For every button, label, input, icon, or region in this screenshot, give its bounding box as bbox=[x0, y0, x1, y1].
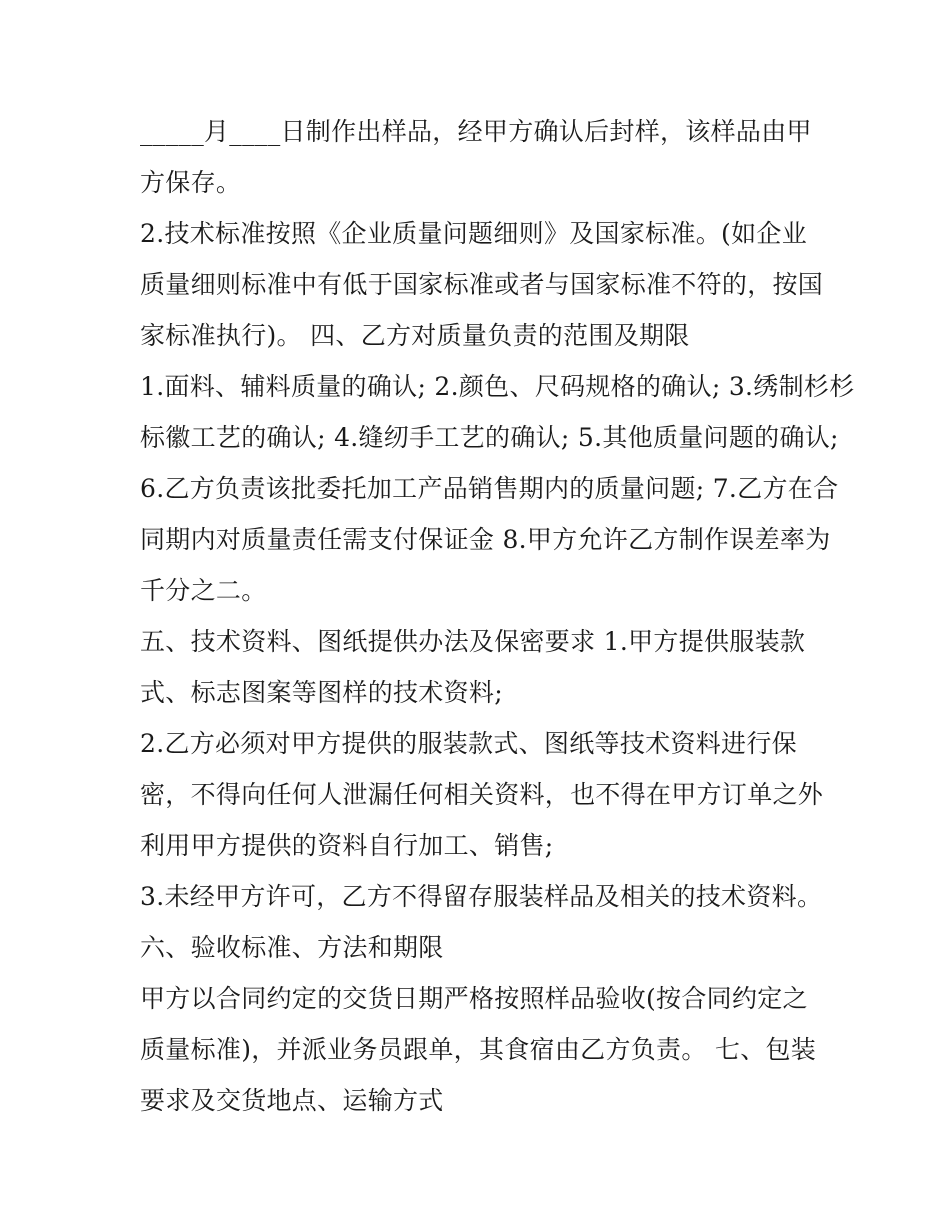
text-line: 密，不得向任何人泄漏任何相关资料，也不得在甲方订单之外 bbox=[140, 780, 824, 809]
text-line: 六、验收标准、方法和期限 bbox=[140, 933, 444, 962]
text-line: 利用甲方提供的资料自行加工、销售; bbox=[140, 831, 554, 860]
text-line: 家标准执行)。 四、乙方对质量负责的范围及期限 bbox=[140, 321, 690, 350]
text-line: 同期内对质量责任需支付保证金 8.甲方允许乙方制作误差率为 bbox=[140, 525, 831, 554]
text-line: 要求及交货地点、运输方式 bbox=[140, 1086, 444, 1115]
text-line: 甲方以合同约定的交货日期严格按照样品验收(按合同约定之 bbox=[140, 984, 808, 1013]
text-line: 式、标志图案等图样的技术资料; bbox=[140, 678, 503, 707]
text-line: 3.未经甲方许可，乙方不得留存服装样品及相关的技术资料。 bbox=[140, 882, 823, 911]
text-line: 2.乙方必须对甲方提供的服装款式、图纸等技术资料进行保 bbox=[140, 729, 797, 758]
text-line: 1.面料、辅料质量的确认; 2.颜色、尺码规格的确认; 3.绣制杉杉 bbox=[140, 372, 855, 401]
text-line: 方保存。 bbox=[140, 168, 242, 197]
text-line: 6.乙方负责该批委托加工产品销售期内的质量问题; 7.乙方在合 bbox=[140, 474, 839, 503]
document-body bbox=[140, 106, 855, 1126]
text-line: 2.技术标准按照《企业质量问题细则》及国家标准。(如企业 bbox=[140, 219, 808, 248]
text-line: 质量细则标准中有低于国家标准或者与国家标准不符的，按国 bbox=[140, 270, 824, 299]
text-line: _____月____日制作出样品，经甲方确认后封样，该样品由甲 bbox=[140, 117, 812, 146]
text-line: 千分之二。 bbox=[140, 576, 267, 605]
text-line: 质量标准)，并派业务员跟单，其食宿由乙方负责。 七、包装 bbox=[140, 1035, 817, 1064]
text-line: 标徽工艺的确认; 4.缝纫手工艺的确认; 5.其他质量问题的确认; bbox=[140, 423, 839, 452]
text-line: 五、技术资料、图纸提供办法及保密要求 1.甲方提供服装款 bbox=[140, 627, 806, 656]
